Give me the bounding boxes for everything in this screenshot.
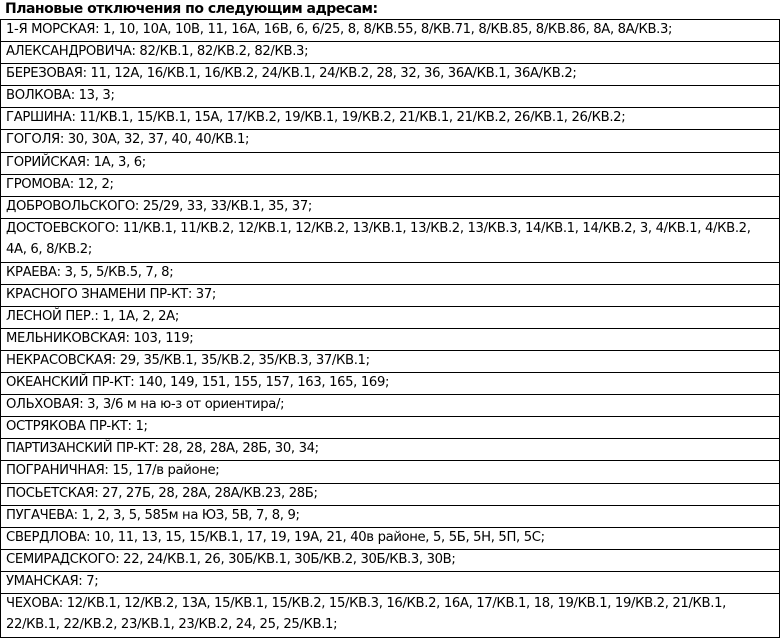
- table-row: [1, 197, 780, 219]
- table-row: [1, 572, 780, 594]
- table-row: [1, 506, 780, 528]
- table-row: [1, 175, 780, 197]
- table-row: [1, 417, 780, 439]
- address-text: ОЛЬХОВАЯ: 3, 3/6 м на ю-з от ориентира/;: [6, 397, 285, 413]
- table-row: [1, 594, 780, 638]
- address-text: 4А, 6, 8/КВ.2;: [6, 241, 92, 257]
- table-row: [1, 307, 780, 329]
- address-text: ДОСТОЕВСКОГО: 11/КВ.1, 11/КВ.2, 12/КВ.1, 12/КВ.2, 13/КВ.1, 13/КВ.2, 13/КВ.3, 14/КВ.1, 14/КВ.2, 3, 4/КВ.1, 4/КВ.2,: [6, 220, 751, 236]
- table-row: [1, 550, 780, 572]
- table-row: [1, 64, 780, 86]
- table-row: [1, 108, 780, 130]
- address-text: БЕРЕЗОВАЯ: 11, 12А, 16/КВ.1, 16/КВ.2, 24/КВ.1, 24/КВ.2, 28, 32, 36, 36А/КВ.1, 36А/КВ.2;: [6, 66, 577, 82]
- table-row: [1, 528, 780, 550]
- address-text: ПОГРАНИЧНАЯ: 15, 17/в районе;: [6, 463, 220, 479]
- table-row: [1, 20, 780, 42]
- table-row: [1, 219, 780, 263]
- address-text: СЕМИРАДСКОГО: 22, 24/КВ.1, 26, 30Б/КВ.1, 30Б/КВ.2, 30Б/КВ.3, 30В;: [6, 551, 456, 567]
- address-text: ПОСЬЕТСКАЯ: 27, 27Б, 28, 28А, 28А/КВ.23, 28Б;: [6, 485, 318, 501]
- table-row: [1, 42, 780, 64]
- address-text: ОСТРЯКОВА ПР-КТ: 1;: [6, 419, 148, 435]
- address-text: КРАСНОГО ЗНАМЕНИ ПР-КТ: 37;: [6, 286, 216, 302]
- address-text: ПУГАЧЕВА: 1, 2, 3, 5, 585м на ЮЗ, 5В, 7, 8, 9;: [6, 507, 300, 523]
- address-text: ДОБРОВОЛЬСКОГО: 25/29, 33, 33/КВ.1, 35, 37;: [6, 198, 312, 214]
- address-text: ГАРШИНА: 11/КВ.1, 15/КВ.1, 15А, 17/КВ.2, 19/КВ.1, 19/КВ.2, 21/КВ.1, 21/КВ.2, 26/КВ.1, 26/КВ.2;: [6, 110, 626, 126]
- address-text: ГРОМОВА: 12, 2;: [6, 176, 114, 192]
- table-row: [1, 263, 780, 285]
- address-text: АЛЕКСАНДРОВИЧА: 82/КВ.1, 82/КВ.2, 82/КВ.3;: [6, 44, 309, 60]
- address-text: НЕКРАСОВСКАЯ: 29, 35/КВ.1, 35/КВ.2, 35/КВ.3, 37/КВ.1;: [6, 353, 370, 369]
- table-row: [1, 351, 780, 373]
- address-text: УМАНСКАЯ: 7;: [6, 573, 99, 589]
- table-row: [1, 373, 780, 395]
- address-text: ГОРИЙСКАЯ: 1А, 3, 6;: [6, 154, 146, 170]
- table-row: [1, 439, 780, 461]
- address-text: ГОГОЛЯ: 30, 30А, 32, 37, 40, 40/КВ.1;: [6, 132, 250, 148]
- table-row: [1, 130, 780, 152]
- address-text: МЕЛЬНИКОВСКАЯ: 103, 119;: [6, 330, 194, 346]
- address-text: ЧЕХОВА: 12/КВ.1, 12/КВ.2, 13А, 15/КВ.1, 15/КВ.2, 15/КВ.3, 16/КВ.2, 16А, 17/КВ.1, 18, 19/КВ.1, 19/КВ.2, 21/КВ.1,: [6, 596, 726, 612]
- table-row: [1, 461, 780, 483]
- address-text: КРАЕВА: 3, 5, 5/КВ.5, 7, 8;: [6, 264, 174, 280]
- address-table: [0, 19, 780, 638]
- address-text: ОКЕАНСКИЙ ПР-КТ: 140, 149, 151, 155, 157, 163, 165, 169;: [6, 375, 390, 391]
- address-text: ЛЕСНОЙ ПЕР.: 1, 1А, 2, 2А;: [6, 308, 179, 324]
- address-text: ПАРТИЗАНСКИЙ ПР-КТ: 28, 28, 28А, 28Б, 30, 34;: [6, 441, 319, 457]
- table-row: [1, 484, 780, 506]
- address-text: 22/КВ.1, 22/КВ.2, 23/КВ.1, 23/КВ.2, 24, 25, 25/КВ.1;: [6, 616, 338, 632]
- table-row: [1, 285, 780, 307]
- page-title: Плановые отключения по следующим адресам:: [5, 1, 378, 17]
- table-row: [1, 86, 780, 108]
- address-text: 1-Я МОРСКАЯ: 1, 10, 10А, 10В, 11, 16А, 16В, 6, 6/25, 8, 8/КВ.55, 8/КВ.71, 8/КВ.85, 8/КВ.86, 8А, 8А/КВ.3;: [6, 22, 673, 37]
- table-row: [1, 329, 780, 351]
- table-row: [1, 395, 780, 417]
- address-text: ВОЛКОВА: 13, 3;: [6, 88, 115, 104]
- address-text: СВЕРДЛОВА: 10, 11, 13, 15, 15/КВ.1, 17, 19, 19А, 21, 40в районе, 5, 5Б, 5Н, 5П, 5С;: [6, 529, 545, 545]
- table-row: [1, 153, 780, 175]
